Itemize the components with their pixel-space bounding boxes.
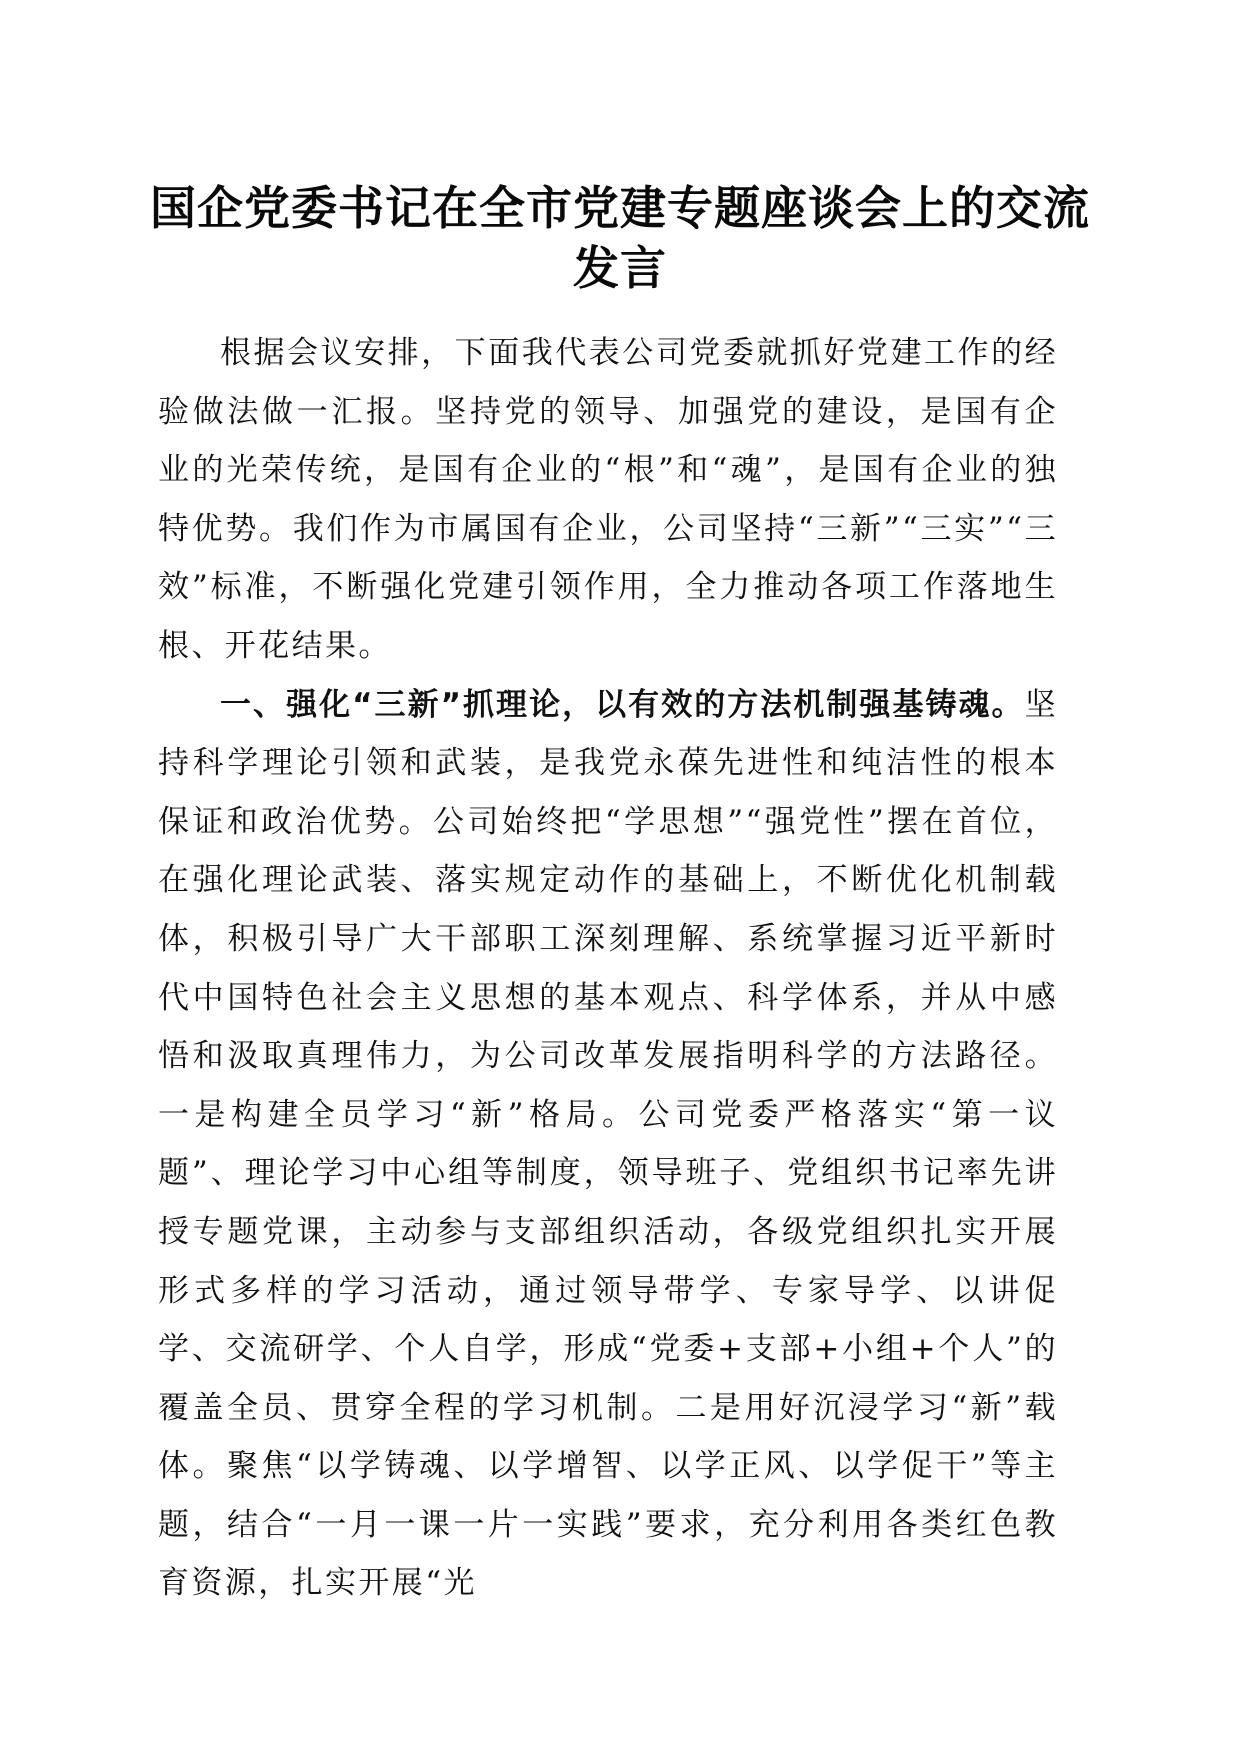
- intro-paragraph: 根据会议安排，下面我代表公司党委就抓好党建工作的经验做法做一汇报。坚持党的领导、加强党的建设，是国有企业的光荣传统，是国有企业的“根”和“魂”，是国有企业的独特优势。我们作为市属国有企业，公司坚持“三新”“三实”“三效”标准，不断强化党建引领作用，全力推动各项工作落地生根、开花结果。: [158, 335, 1058, 664]
- section-one-text: 坚持科学理论引领和武装，是我党永葆先进性和纯洁性的根本保证和政治优势。公司始终把“学思想”“强党性”摆在首位，在强化理论武装、落实规定动作的基础上，不断优化机制载体，积极引导广大干部职工深刻理解、系统掌握习近平新时代中国特色社会主义思想的基本观点、科学体系，并从中感悟和汲取真理伟力，为公司改革发展指明科学的方法路径。一是构建全员学习“新”格局。公司党委严格落实“第一议题”、理论学习中心组等制度，领导班子、党组织书记率先讲授专题党课，主动参与支部组织活动，各级党组织扎实开展形式多样的学习活动，通过领导带学、专家导学、以讲促学、交流研学、个人自学，形成“党委+支部+小组+个人”的覆盖全员、贯穿全程的学习机制。二是用好沉浸学习“新”载体。聚焦“以学铸魂、以学增智、以学正风、以学促干”等主题，结合“一月一课一片一实践”要求，充分利用各类红色教育资源，扎实开展“光: [158, 686, 1058, 1602]
- document-body: [158, 324, 1058, 1613]
- document-title: 国企党委书记在全市党建专题座谈会上的交流发言: [150, 181, 1090, 295]
- section-one-paragraph: [158, 676, 1058, 1614]
- section-one-heading: 一、强化“三新”抓理论，以有效的方法机制强基铸魂。: [220, 686, 1025, 723]
